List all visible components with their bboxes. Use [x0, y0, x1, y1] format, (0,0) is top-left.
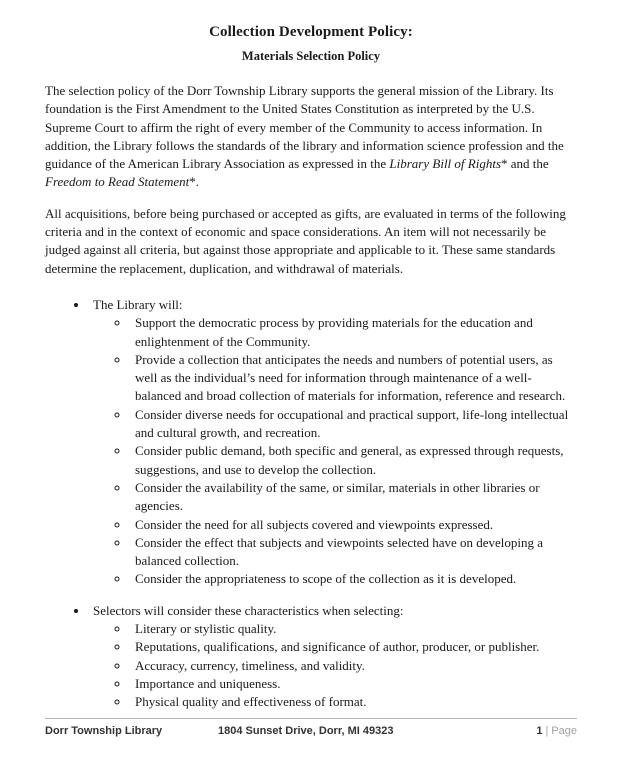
footer-page-label: Page [551, 725, 577, 737]
list-header [89, 296, 577, 589]
list-item: ◦ Consider the effect that subjects and viewpoints selected have on developing a balanced collection. [130, 534, 577, 571]
sublist-selectors [93, 620, 577, 711]
list-item: ◦ Physical quality and effectiveness of format. [130, 693, 577, 711]
doc-title: Collection Development Policy: [209, 24, 413, 40]
intro-paragraph-2: All acquisitions, before being purchased or accepted as gifts, are evaluated in terms of the following criteria and in the context of economic and space considerations. An item will not necessarily be judged against all criteria, but against those appropriate and applicable to it. These same standards determine the replacement, duplication, and withdrawal of materials. [45, 205, 566, 276]
paragraph-text: * and the [501, 156, 549, 172]
footer-page-divider: | [545, 725, 549, 737]
bullet-list-selectors [45, 602, 577, 712]
citation-library-bill-of-rights: Library Bill of Rights [389, 156, 501, 172]
paragraph-text: The selection policy of the Dorr Township Library supports the general mission of the Library. Its foundation is the First Amendment to the United States Constitution as interpreted by the U.S. Supreme Court to affirm the right of every member of the Community to access information. In addition, the Library follows the standards of the library and information science profession and the guidance of the American Library Association as expressed in the [45, 83, 564, 172]
list-item: ◦ Consider the appropriateness to scope of the collection as it is developed. [130, 570, 577, 588]
citation-freedom-to-read-statement: Freedom to Read Statement [45, 174, 190, 190]
doc-subtitle: Materials Selection Policy [241, 49, 381, 63]
list-item: ◦ Accuracy, currency, timeliness, and validity. [130, 657, 577, 675]
list-header-label: Selectors will consider these characteristics when selecting: [93, 602, 404, 618]
list-item: ◦ Consider the availability of the same, or similar, materials in other libraries or agencies. [130, 479, 577, 516]
paragraph-text: *. [189, 174, 200, 190]
footer-page-indicator [536, 725, 577, 737]
list-item: ◦ Reputations, qualifications, and significance of author, producer, or publisher. [130, 638, 577, 656]
list-header-label: The Library will: [93, 296, 183, 312]
bullet-list-library-will [45, 296, 577, 589]
list-item: ◦ Consider public demand, both specific and general, as expressed through requests, suggestions, and use to develop the collection. [130, 442, 577, 479]
list-item: ◦ Importance and uniqueness. [130, 675, 577, 693]
list-item: ◦ Literary or stylistic quality. [130, 620, 577, 638]
sublist-library-will [93, 314, 577, 588]
footer-address: 1804 Sunset Drive, Dorr, MI 49323 [218, 725, 394, 737]
list-header [89, 602, 577, 712]
footer-library-name: Dorr Township Library [45, 725, 163, 737]
footer-page-number: 1 [536, 725, 543, 737]
page-footer [45, 718, 577, 741]
list-item: ◦ Support the democratic process by providing materials for the education and enlightenment of the Community. [130, 314, 577, 351]
list-item: ◦ Consider diverse needs for occupational and practical support, life-long intellectual and cultural growth, and recreation. [130, 406, 577, 443]
intro-paragraph-1 [45, 82, 577, 192]
footer-row [45, 725, 577, 741]
list-item: ◦ Provide a collection that anticipates the needs and numbers of potential users, as well as the individual’s need for information through maintenance of a well-balanced and broad collection of materials for information, reference and research. [130, 351, 577, 406]
list-item: ◦ Consider the need for all subjects covered and viewpoints expressed. [130, 516, 577, 534]
